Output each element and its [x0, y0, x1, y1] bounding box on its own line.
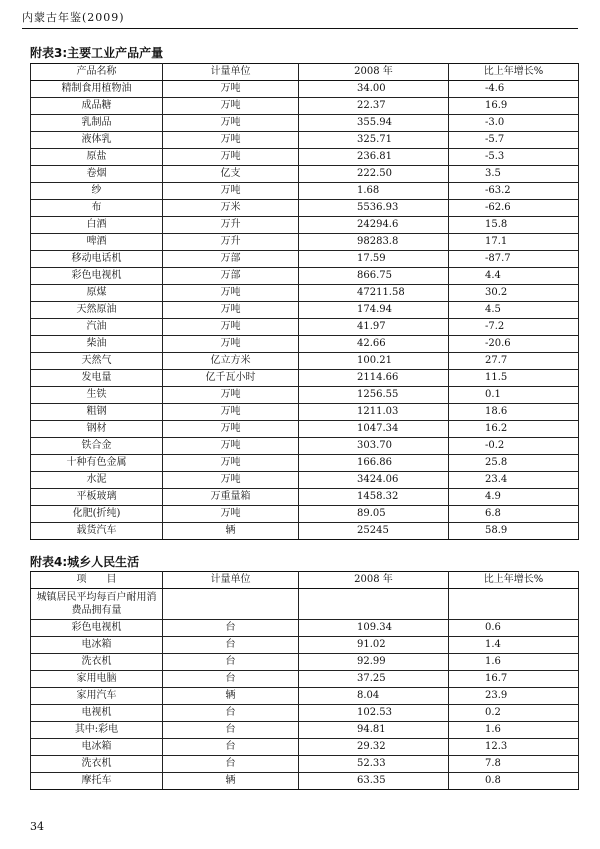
table-row — [31, 506, 579, 523]
cell-value-2008: 3424.06 — [299, 472, 449, 489]
cell-unit: 万吨 — [163, 506, 299, 523]
cell-value-2008: 1256.55 — [299, 387, 449, 404]
cell-growth: 3.5 — [449, 166, 579, 183]
cell-name: 电冰箱 — [31, 739, 163, 756]
cell-name: 铁合金 — [31, 438, 163, 455]
cell-growth: 1.6 — [449, 722, 579, 739]
cell-value-2008: 174.94 — [299, 302, 449, 319]
cell-unit: 辆 — [163, 688, 299, 705]
cell-unit: 万重量箱 — [163, 489, 299, 506]
cell-unit: 万吨 — [163, 98, 299, 115]
cell-name: 平板玻璃 — [31, 489, 163, 506]
cell-name: 原盐 — [31, 149, 163, 166]
running-header: 内蒙古年鉴(2009) — [22, 11, 125, 24]
cell-unit: 万吨 — [163, 421, 299, 438]
cell-growth: -87.7 — [449, 251, 579, 268]
cell-unit: 万吨 — [163, 455, 299, 472]
cell-growth: -62.6 — [449, 200, 579, 217]
table-header-row — [31, 572, 579, 589]
cell-value-2008: 37.25 — [299, 671, 449, 688]
table-row — [31, 302, 579, 319]
cell-value-2008: 24294.6 — [299, 217, 449, 234]
cell-value-2008: 34.00 — [299, 81, 449, 98]
cell-name: 成品糖 — [31, 98, 163, 115]
table-row — [31, 705, 579, 722]
cell-name: 钢材 — [31, 421, 163, 438]
cell-value-2008: 5536.93 — [299, 200, 449, 217]
cell-growth: 30.2 — [449, 285, 579, 302]
table-row — [31, 336, 579, 353]
cell-growth: 1.6 — [449, 654, 579, 671]
table-row — [31, 688, 579, 705]
table-row — [31, 353, 579, 370]
empty-cell — [449, 589, 579, 620]
cell-unit: 台 — [163, 637, 299, 654]
cell-growth: 16.7 — [449, 671, 579, 688]
cell-growth: 0.8 — [449, 773, 579, 790]
cell-value-2008: 1458.32 — [299, 489, 449, 506]
cell-value-2008: 94.81 — [299, 722, 449, 739]
cell-unit: 台 — [163, 756, 299, 773]
cell-name: 电视机 — [31, 705, 163, 722]
table-row — [31, 739, 579, 756]
cell-unit: 万部 — [163, 251, 299, 268]
cell-name: 彩色电视机 — [31, 620, 163, 637]
cell-name: 化肥(折纯) — [31, 506, 163, 523]
header-product-name: 产品名称 — [31, 64, 163, 81]
cell-growth: 7.8 — [449, 756, 579, 773]
header-unit: 计量单位 — [163, 572, 299, 589]
cell-growth: 12.3 — [449, 739, 579, 756]
cell-name: 摩托车 — [31, 773, 163, 790]
cell-value-2008: 29.32 — [299, 739, 449, 756]
cell-name: 移动电话机 — [31, 251, 163, 268]
table4-title: 附表4:城乡人民生活 — [30, 555, 140, 569]
cell-value-2008: 52.33 — [299, 756, 449, 773]
cell-name: 家用电脑 — [31, 671, 163, 688]
cell-value-2008: 8.04 — [299, 688, 449, 705]
cell-growth: 0.2 — [449, 705, 579, 722]
cell-growth: 23.4 — [449, 472, 579, 489]
cell-value-2008: 47211.58 — [299, 285, 449, 302]
cell-name: 天然原油 — [31, 302, 163, 319]
cell-unit: 万部 — [163, 268, 299, 285]
table-row — [31, 654, 579, 671]
cell-value-2008: 22.37 — [299, 98, 449, 115]
cell-growth: -0.2 — [449, 438, 579, 455]
cell-name: 洗衣机 — [31, 654, 163, 671]
cell-growth: 58.9 — [449, 523, 579, 540]
cell-growth: 0.1 — [449, 387, 579, 404]
cell-unit: 万吨 — [163, 149, 299, 166]
cell-name: 纱 — [31, 183, 163, 200]
table-row — [31, 722, 579, 739]
cell-value-2008: 17.59 — [299, 251, 449, 268]
table-row — [31, 455, 579, 472]
cell-unit: 台 — [163, 739, 299, 756]
cell-growth: -3.0 — [449, 115, 579, 132]
table-row — [31, 132, 579, 149]
table-row — [31, 438, 579, 455]
table-row — [31, 200, 579, 217]
table-row — [31, 166, 579, 183]
cell-unit: 辆 — [163, 773, 299, 790]
table-row — [31, 149, 579, 166]
empty-cell — [163, 589, 299, 620]
cell-unit: 亿支 — [163, 166, 299, 183]
table-row — [31, 251, 579, 268]
cell-name: 柴油 — [31, 336, 163, 353]
cell-unit: 万吨 — [163, 285, 299, 302]
cell-unit: 台 — [163, 705, 299, 722]
cell-growth: 17.1 — [449, 234, 579, 251]
cell-value-2008: 1211.03 — [299, 404, 449, 421]
table-row — [31, 773, 579, 790]
cell-value-2008: 91.02 — [299, 637, 449, 654]
cell-value-2008: 325.71 — [299, 132, 449, 149]
cell-growth: -5.7 — [449, 132, 579, 149]
table-row — [31, 472, 579, 489]
cell-growth: 25.8 — [449, 455, 579, 472]
cell-name: 生铁 — [31, 387, 163, 404]
table-row — [31, 319, 579, 336]
table-row — [31, 115, 579, 132]
empty-cell — [299, 589, 449, 620]
header-growth: 比上年增长% — [449, 572, 579, 589]
cell-value-2008: 303.70 — [299, 438, 449, 455]
cell-growth: -63.2 — [449, 183, 579, 200]
cell-name: 载货汽车 — [31, 523, 163, 540]
table-row — [31, 387, 579, 404]
table-row — [31, 183, 579, 200]
cell-growth: 16.2 — [449, 421, 579, 438]
header-rule — [22, 28, 578, 29]
cell-unit: 万吨 — [163, 81, 299, 98]
cell-value-2008: 236.81 — [299, 149, 449, 166]
cell-value-2008: 92.99 — [299, 654, 449, 671]
header-growth: 比上年增长% — [449, 64, 579, 81]
living-standards-table — [30, 571, 579, 790]
cell-name: 家用汽车 — [31, 688, 163, 705]
cell-growth: 1.4 — [449, 637, 579, 654]
table-row — [31, 404, 579, 421]
cell-value-2008: 89.05 — [299, 506, 449, 523]
cell-name: 乳制品 — [31, 115, 163, 132]
header-2008: 2008 年 — [299, 572, 449, 589]
cell-value-2008: 100.21 — [299, 353, 449, 370]
cell-unit: 台 — [163, 671, 299, 688]
cell-unit: 万吨 — [163, 302, 299, 319]
table-row — [31, 620, 579, 637]
cell-name: 电冰箱 — [31, 637, 163, 654]
cell-value-2008: 109.34 — [299, 620, 449, 637]
cell-unit: 万吨 — [163, 115, 299, 132]
table3-title: 附表3:主要工业产品产量 — [30, 46, 164, 60]
header-2008: 2008 年 — [299, 64, 449, 81]
table-header-row — [31, 64, 579, 81]
cell-unit: 辆 — [163, 523, 299, 540]
cell-name: 卷烟 — [31, 166, 163, 183]
table-row — [31, 523, 579, 540]
cell-unit: 亿立方米 — [163, 353, 299, 370]
cell-name: 汽油 — [31, 319, 163, 336]
header-unit: 计量单位 — [163, 64, 299, 81]
cell-name: 水泥 — [31, 472, 163, 489]
cell-name: 发电量 — [31, 370, 163, 387]
cell-value-2008: 866.75 — [299, 268, 449, 285]
cell-name: 精制食用植物油 — [31, 81, 163, 98]
table-row — [31, 285, 579, 302]
cell-value-2008: 2114.66 — [299, 370, 449, 387]
cell-value-2008: 98283.8 — [299, 234, 449, 251]
cell-growth: 11.5 — [449, 370, 579, 387]
cell-growth: -7.2 — [449, 319, 579, 336]
table-row — [31, 81, 579, 98]
cell-value-2008: 41.97 — [299, 319, 449, 336]
table-row — [31, 637, 579, 654]
industrial-output-table — [30, 63, 579, 540]
cell-value-2008: 63.35 — [299, 773, 449, 790]
cell-value-2008: 1.68 — [299, 183, 449, 200]
cell-growth: 6.8 — [449, 506, 579, 523]
table-row — [31, 217, 579, 234]
cell-unit: 亿千瓦小时 — [163, 370, 299, 387]
page-number: 34 — [30, 820, 44, 833]
cell-growth: 4.4 — [449, 268, 579, 285]
cell-name: 其中:彩电 — [31, 722, 163, 739]
cell-unit: 万升 — [163, 234, 299, 251]
cell-unit: 万吨 — [163, 438, 299, 455]
cell-value-2008: 166.86 — [299, 455, 449, 472]
cell-name: 彩色电视机 — [31, 268, 163, 285]
cell-name: 液体乳 — [31, 132, 163, 149]
cell-name: 原煤 — [31, 285, 163, 302]
cell-value-2008: 222.50 — [299, 166, 449, 183]
cell-growth: 16.9 — [449, 98, 579, 115]
cell-growth: 15.8 — [449, 217, 579, 234]
cell-unit: 万吨 — [163, 336, 299, 353]
table-row — [31, 671, 579, 688]
cell-value-2008: 1047.34 — [299, 421, 449, 438]
cell-unit: 万吨 — [163, 387, 299, 404]
cell-value-2008: 102.53 — [299, 705, 449, 722]
table-row — [31, 370, 579, 387]
table-row — [31, 268, 579, 285]
cell-unit: 台 — [163, 620, 299, 637]
group-label: 城镇居民平均每百户耐用消费品拥有量 — [31, 589, 163, 620]
table-row — [31, 234, 579, 251]
cell-growth: 0.6 — [449, 620, 579, 637]
group-row — [31, 589, 579, 620]
cell-name: 布 — [31, 200, 163, 217]
cell-value-2008: 355.94 — [299, 115, 449, 132]
cell-name: 粗钢 — [31, 404, 163, 421]
cell-growth: 18.6 — [449, 404, 579, 421]
cell-unit: 台 — [163, 654, 299, 671]
cell-unit: 万吨 — [163, 183, 299, 200]
cell-unit: 万吨 — [163, 472, 299, 489]
cell-growth: 27.7 — [449, 353, 579, 370]
header-item: 项 目 — [31, 572, 163, 589]
cell-unit: 万米 — [163, 200, 299, 217]
cell-unit: 万升 — [163, 217, 299, 234]
cell-value-2008: 42.66 — [299, 336, 449, 353]
cell-unit: 万吨 — [163, 404, 299, 421]
cell-value-2008: 25245 — [299, 523, 449, 540]
cell-name: 啤酒 — [31, 234, 163, 251]
cell-name: 天然气 — [31, 353, 163, 370]
table-row — [31, 756, 579, 773]
table-row — [31, 421, 579, 438]
cell-unit: 万吨 — [163, 319, 299, 336]
cell-name: 白酒 — [31, 217, 163, 234]
cell-growth: -20.6 — [449, 336, 579, 353]
cell-name: 十种有色金属 — [31, 455, 163, 472]
table-row — [31, 489, 579, 506]
cell-name: 洗衣机 — [31, 756, 163, 773]
cell-growth: 23.9 — [449, 688, 579, 705]
table-row — [31, 98, 579, 115]
cell-growth: -4.6 — [449, 81, 579, 98]
cell-growth: 4.9 — [449, 489, 579, 506]
cell-growth: -5.3 — [449, 149, 579, 166]
cell-unit: 万吨 — [163, 132, 299, 149]
cell-growth: 4.5 — [449, 302, 579, 319]
cell-unit: 台 — [163, 722, 299, 739]
